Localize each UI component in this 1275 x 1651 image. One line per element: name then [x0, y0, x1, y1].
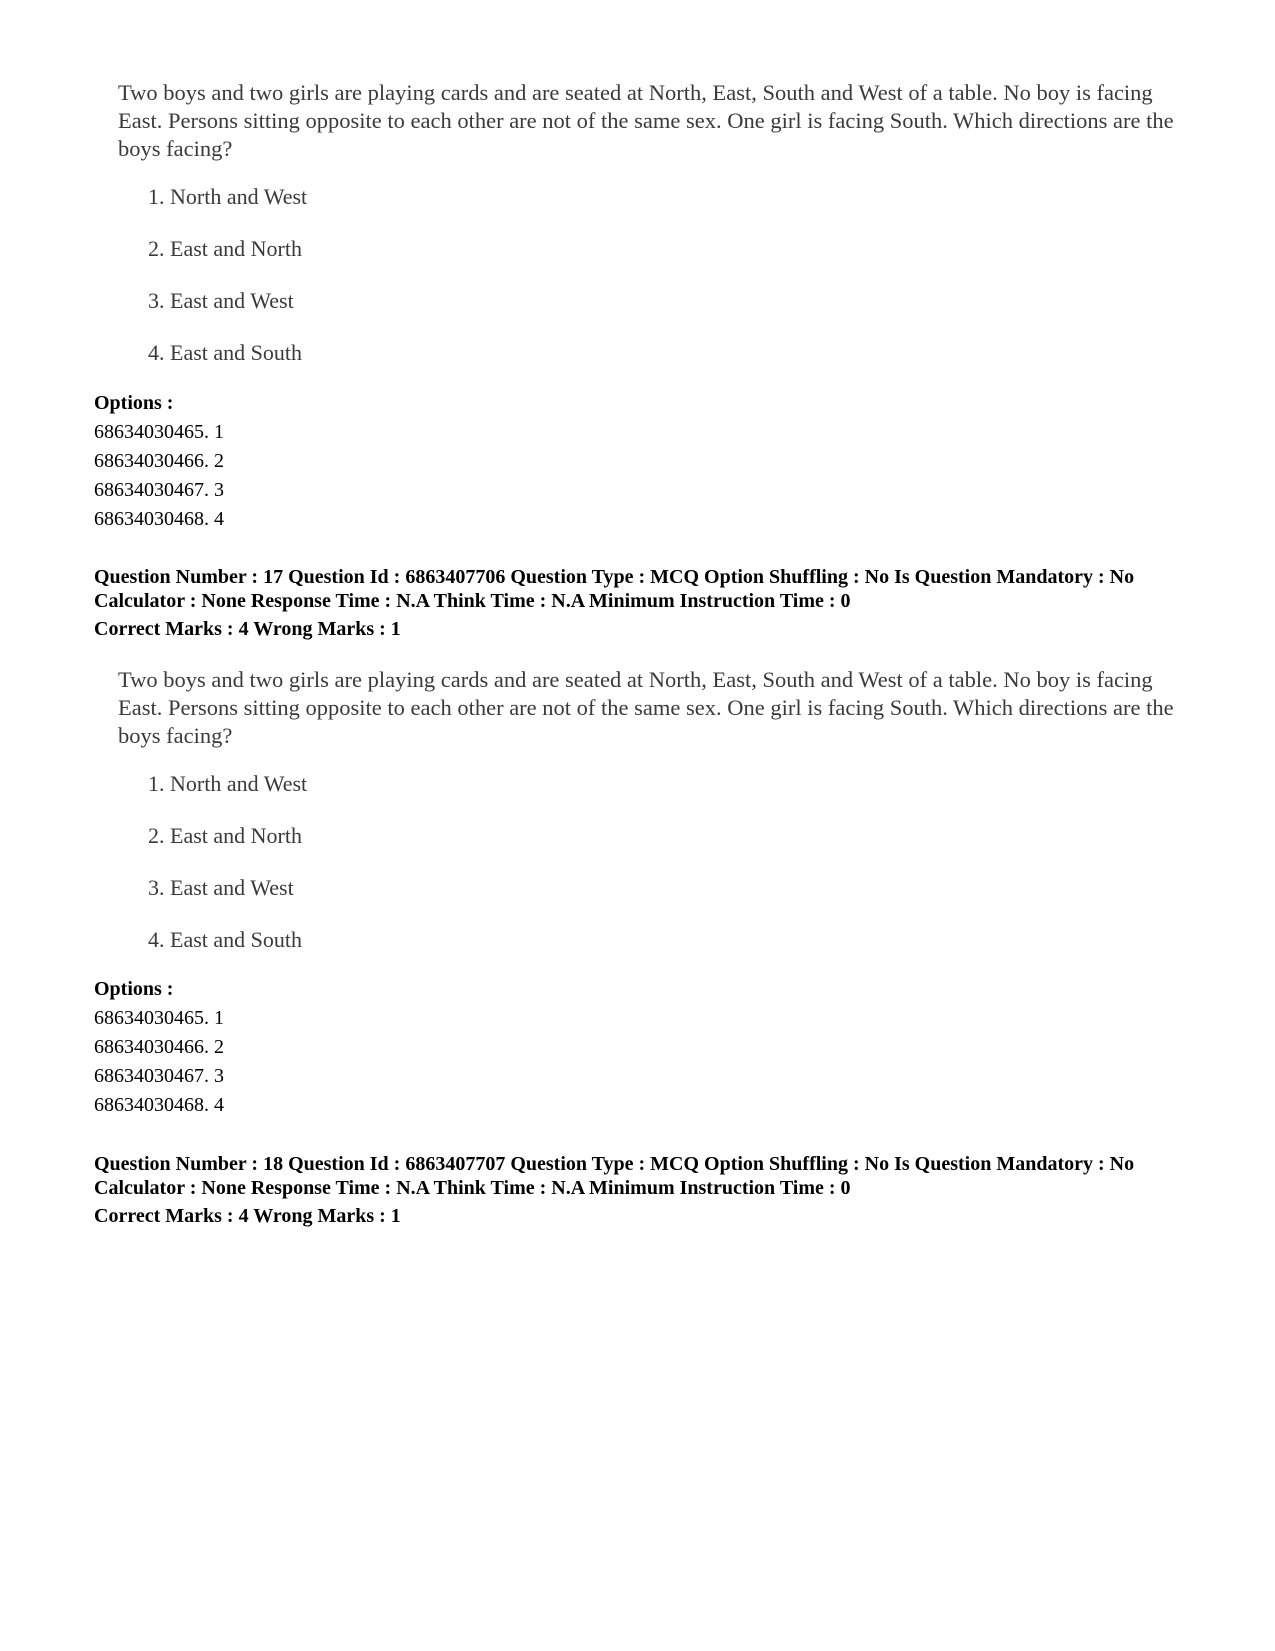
- question-header: [94, 1152, 1214, 1228]
- options-label: Options :: [94, 978, 174, 1000]
- question-image: [118, 666, 1178, 952]
- choice-item: 4. East and South: [148, 927, 302, 952]
- question-marks: Correct Marks : 4 Wrong Marks : 1: [94, 1205, 401, 1227]
- question-meta: Question Number : 17 Question Id : 6863407706 Question Type : MCQ Option Shuffling : No Is Question Mandatory : No Calculator : None Response Time : N.A Think Time : N.A Minimum Instruction Time : 0: [94, 566, 1135, 612]
- option-item: 68634030465. 1: [94, 421, 224, 443]
- choice-item: 3. East and West: [148, 875, 294, 900]
- choice-item: 2. East and North: [148, 823, 302, 848]
- choice-item: 2. East and North: [148, 236, 302, 261]
- option-item: 68634030468. 4: [94, 508, 224, 530]
- option-item: 68634030466. 2: [94, 450, 224, 472]
- question-marks: Correct Marks : 4 Wrong Marks : 1: [94, 618, 401, 640]
- option-item: 68634030467. 3: [94, 1065, 224, 1087]
- option-item: 68634030468. 4: [94, 1094, 224, 1116]
- options-block: [94, 389, 1204, 534]
- choice-item: 3. East and West: [148, 288, 294, 313]
- question-stem: Two boys and two girls are playing cards and are seated at North, East, South and West of a table. No boy is facing East. Persons sitting opposite to each other are not of the same sex. One girl is facing South. Which directions are the boys facing?: [118, 80, 1174, 161]
- options-block: [94, 975, 1204, 1120]
- choice-item: 1. North and West: [148, 771, 308, 796]
- question-header: [94, 565, 1214, 641]
- question-stem: Two boys and two girls are playing cards and are seated at North, East, South and West of a table. No boy is facing East. Persons sitting opposite to each other are not of the same sex. One girl is facing South. Which directions are the boys facing?: [118, 667, 1174, 748]
- question-meta: Question Number : 18 Question Id : 6863407707 Question Type : MCQ Option Shuffling : No Is Question Mandatory : No Calculator : None Response Time : N.A Think Time : N.A Minimum Instruction Time : 0: [94, 1153, 1135, 1199]
- option-item: 68634030466. 2: [94, 1036, 224, 1058]
- question-image: [118, 79, 1178, 365]
- option-item: 68634030465. 1: [94, 1007, 224, 1029]
- choice-item: 1. North and West: [148, 184, 308, 209]
- option-item: 68634030467. 3: [94, 479, 224, 501]
- options-label: Options :: [94, 392, 174, 414]
- choice-item: 4. East and South: [148, 340, 302, 365]
